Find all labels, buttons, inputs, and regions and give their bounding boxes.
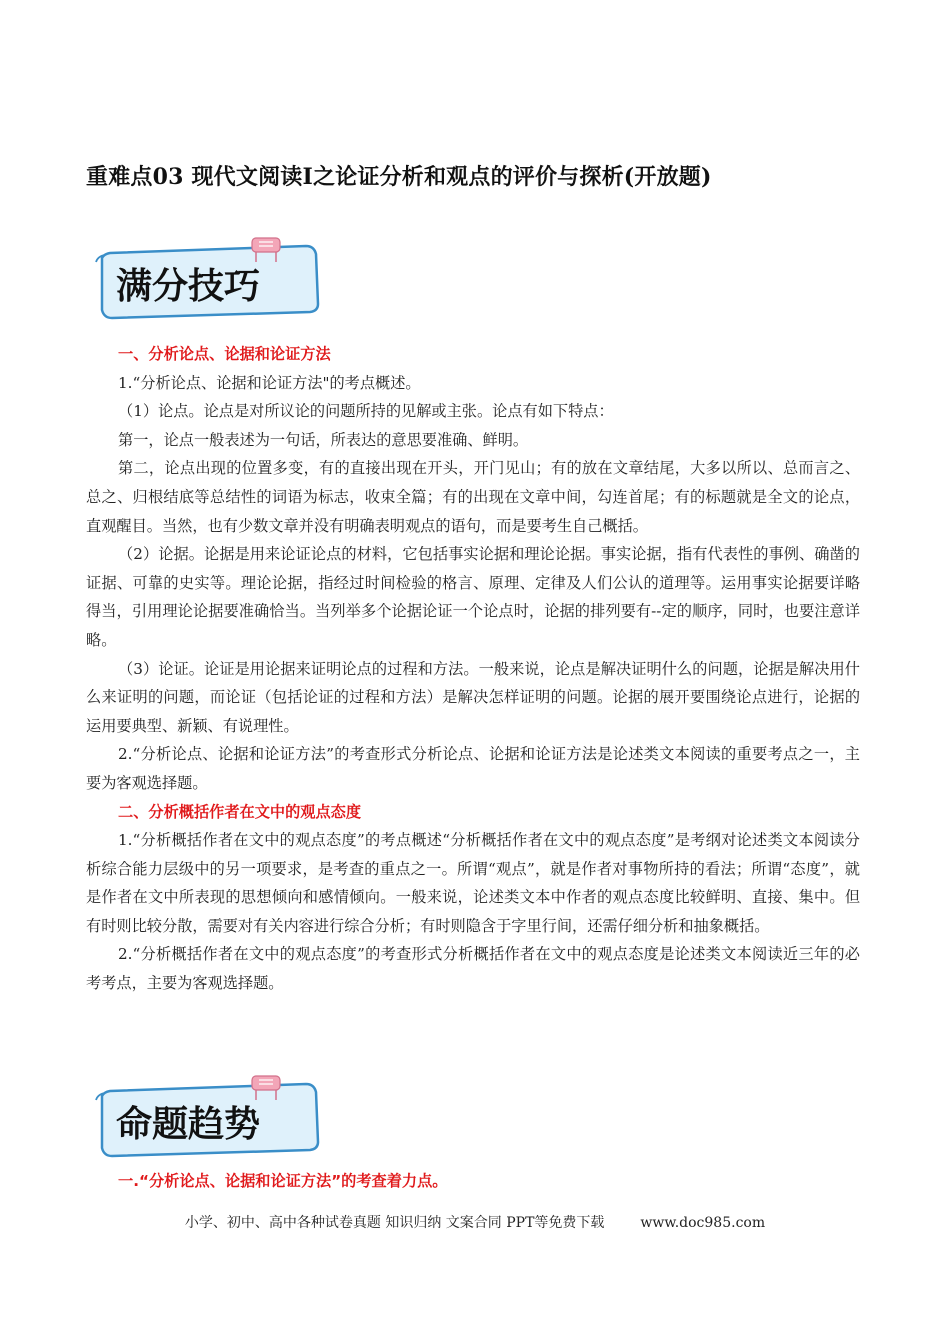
section-tips-content <box>86 340 860 998</box>
footer-text: 小学、初中、高中各种试卷真题 知识归纳 文案合同 PPT等免费下载 <box>184 1215 605 1231</box>
paragraph: （2）论据。论据是用来论证论点的材料，它包括事实论据和理论论据。事实论据，指有代表性的事例、确凿的证据、可靠的史实等。理论论据，指经过时间检验的格言、原理、定律及人们公认的道理等。运用事实论据要详略得当，引用理论论据要准确恰当。当列举多个论据论证一个论点时，论据的排列要有--定的顺序，同时，也要注意详略。 <box>86 545 860 649</box>
page-title: 重难点03 现代文阅读Ⅰ之论证分析和观点的评价与探析(开放题) <box>86 164 712 190</box>
paragraph: 1.“分析论点、论据和论证方法"的考点概述。 <box>118 373 421 392</box>
banner-frame <box>92 1074 332 1160</box>
paragraph: 2.“分析概括作者在文中的观点态度”的考查形式分析概括作者在文中的观点态度是论述类文本阅读近三年的必考考点，主要为客观选择题。 <box>86 945 860 993</box>
paragraph: （1）论点。论点是对所议论的问题所持的见解或主张。论点有如下特点： <box>118 402 614 421</box>
paragraph: 2.“分析论点、论据和论证方法”的考查形式分析论点、论据和论证方法是论述类文本阅读的重要考点之一，主要为客观选择题。 <box>86 745 860 792</box>
banner-label: 满分技巧 <box>116 266 261 307</box>
paragraph: （3）论证。论证是用论据来证明论点的过程和方法。一般来说，论点是解决证明什么的问题，论据是解决用什么来证明的问题，而论证（包括论证的过程和方法）是解决怎样证明的问题。论据的展开要围绕论点进行，论据的运用要典型、新颖、有说理性。 <box>86 659 860 735</box>
section-trends-content <box>86 1167 860 1196</box>
banner-frame <box>92 236 332 322</box>
banner-full-marks-tips <box>92 236 332 322</box>
paragraph: 第一，论点一般表述为一句话，所表达的意思要准确、鲜明。 <box>118 430 529 449</box>
banner-exam-trends <box>92 1074 332 1160</box>
banner-label: 命题趋势 <box>116 1104 261 1145</box>
section-heading: 一.“分析论点、论据和论证方法”的考查着力点。 <box>118 1172 448 1190</box>
section-heading: 一、分析论点、论据和论证方法 <box>118 345 331 363</box>
page-footer <box>0 1212 950 1232</box>
paragraph: 第二，论点出现的位置多变，有的直接出现在开头，开门见山；有的放在文章结尾，大多以所以、总而言之、总之、归根结底等总结性的词语为标志，收束全篇；有的出现在文章中间，勾连首尾；有的标题就是全文的论点，直观醒目。当然，也有少数文章并没有明确表明观点的语句，而是要考生自己概括。 <box>86 459 860 535</box>
section-heading: 二、分析概括作者在文中的观点态度 <box>118 802 361 821</box>
paragraph: 1.“分析概括作者在文中的观点态度”的考点概述“分析概括作者在文中的观点态度”是考纲对论述类文本阅读分析综合能力层级中的另一项要求，是考查的重点之一。所谓“观点”，就是作者对事物所持的看法；所谓“态度”，就是作者在文中所表现的思想倾向和感情倾向。一般来说，论述类文本中作者的观点态度比较鲜明、直接、集中。但有时则比较分散，需要对有关内容进行综合分析；有时则隐含于字里行间，还需仔细分析和抽象概括。 <box>86 831 860 935</box>
footer-link[interactable]: www.doc985.com <box>640 1215 766 1231</box>
